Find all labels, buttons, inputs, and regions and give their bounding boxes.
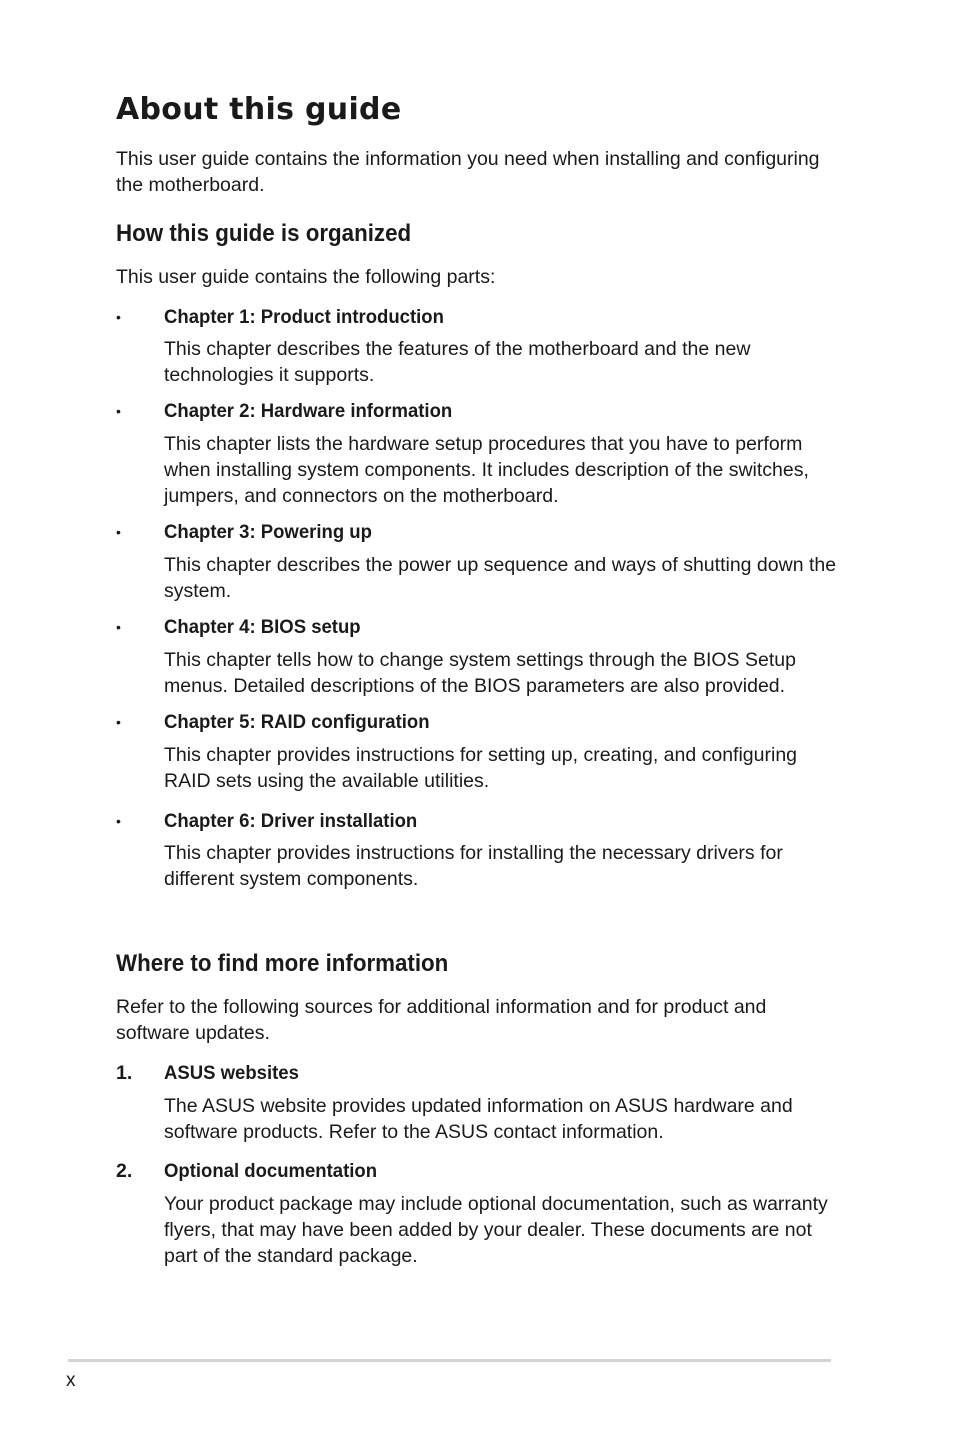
section-heading-more-info: Where to find more information — [116, 950, 449, 977]
source-2-number: 2. — [116, 1160, 133, 1182]
chapter-2-desc: This chapter lists the hardware setup procedures that you have to perform when installing system components. It includes description of the switches, jumpers, and connectors on the motherboard. — [164, 433, 809, 507]
organized-lead: This user guide contains the following parts: — [116, 266, 496, 288]
source-1-desc: The ASUS website provides updated information on ASUS hardware and software products. Refer to the ASUS contact information. — [164, 1095, 793, 1143]
page-number: x — [66, 1370, 76, 1391]
footer-divider — [68, 1359, 831, 1362]
chapter-1-title: Chapter 1: Product introduction — [164, 306, 444, 328]
chapter-6-title: Chapter 6: Driver installation — [164, 810, 418, 832]
more-info-lead: Refer to the following sources for additional information and for product and software updates. — [116, 996, 767, 1044]
page-title: About this guide — [116, 92, 402, 127]
chapter-3-desc: This chapter describes the power up sequence and ways of shutting down the system. — [164, 554, 837, 602]
source-2-title: Optional documentation — [164, 1160, 378, 1182]
bullet-icon: • — [116, 714, 121, 730]
chapter-4-desc: This chapter tells how to change system settings through the BIOS Setup menus. Detailed descriptions of the BIOS parameters are also provided. — [164, 649, 796, 697]
chapter-1-desc: This chapter describes the features of the motherboard and the new technologies it supports. — [164, 338, 751, 386]
bullet-icon: • — [116, 524, 121, 540]
source-2-desc: Your product package may include optional documentation, such as warranty flyers, that may have been added by your dealer. These documents are not part of the standard package. — [164, 1193, 828, 1267]
chapter-5-desc: This chapter provides instructions for setting up, creating, and configuring RAID sets using the available utilities. — [164, 744, 798, 792]
bullet-icon: • — [116, 309, 121, 325]
source-1-number: 1. — [116, 1062, 133, 1084]
chapter-6-desc: This chapter provides instructions for installing the necessary drivers for different system components. — [164, 842, 783, 890]
bullet-icon: • — [116, 403, 121, 419]
bullet-icon: • — [116, 813, 121, 829]
chapter-5-title: Chapter 5: RAID configuration — [164, 711, 430, 733]
bullet-icon: • — [116, 619, 121, 635]
chapter-4-title: Chapter 4: BIOS setup — [164, 616, 361, 638]
section-heading-organized: How this guide is organized — [116, 220, 412, 247]
chapter-2-title: Chapter 2: Hardware information — [164, 400, 453, 422]
source-1-title: ASUS websites — [164, 1062, 299, 1084]
chapter-3-title: Chapter 3: Powering up — [164, 521, 372, 543]
intro-paragraph: This user guide contains the information you need when installing and configuring the motherboard. — [116, 148, 820, 196]
